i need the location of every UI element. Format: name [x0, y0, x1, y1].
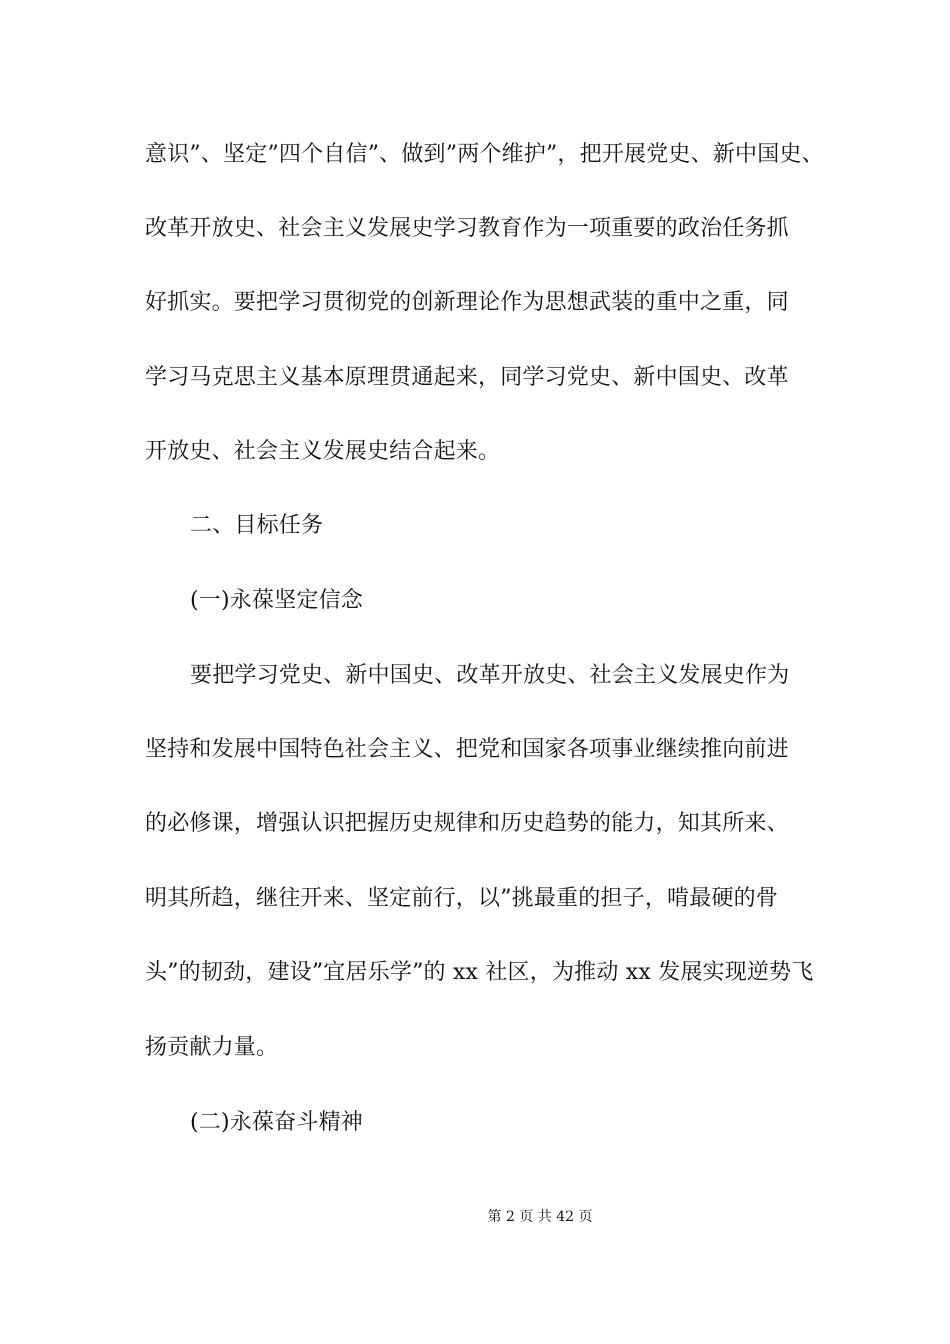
body-line: 意识”、坚定”四个自信”、做到”两个维护”，把开展党史、新中国史、	[145, 142, 824, 167]
paragraph-line: 扬贡献力量。	[145, 1035, 279, 1060]
body-line: 好抓实。要把学习贯彻党的创新理论作为思想武装的重中之重，同	[145, 290, 789, 315]
paragraph-line: 坚持和发展中国特色社会主义、把党和国家各项事业继续推向前进	[145, 737, 789, 762]
paragraph-line: 的必修课，增强认识把握历史规律和历史趋势的能力，知其所来、	[145, 811, 789, 836]
body-line: 学习马克思主义基本原理贯通起来，同学习党史、新中国史、改革	[145, 365, 789, 390]
body-line: 改革开放史、社会主义发展史学习教育作为一项重要的政治任务抓	[145, 216, 789, 241]
subheading-2: (二)永葆奋斗精神	[190, 1110, 363, 1135]
paragraph-line: 要把学习党史、新中国史、改革开放史、社会主义发展史作为	[190, 663, 790, 688]
paragraph-line: 明其所趋，继往开来、坚定前行，以”挑最重的担子，啃最硬的骨	[145, 886, 779, 911]
body-line: 开放史、社会主义发展史结合起来。	[145, 439, 501, 464]
section-heading: 二、目标任务	[190, 513, 324, 538]
paragraph-line: 头”的韧劲，建设”宜居乐学”的 xx 社区，为推动 xx 发展实现逆势飞	[145, 960, 814, 985]
subheading-1: (一)永葆坚定信念	[190, 588, 363, 613]
page-number-footer: 第 2 页 共 42 页	[487, 1209, 593, 1225]
